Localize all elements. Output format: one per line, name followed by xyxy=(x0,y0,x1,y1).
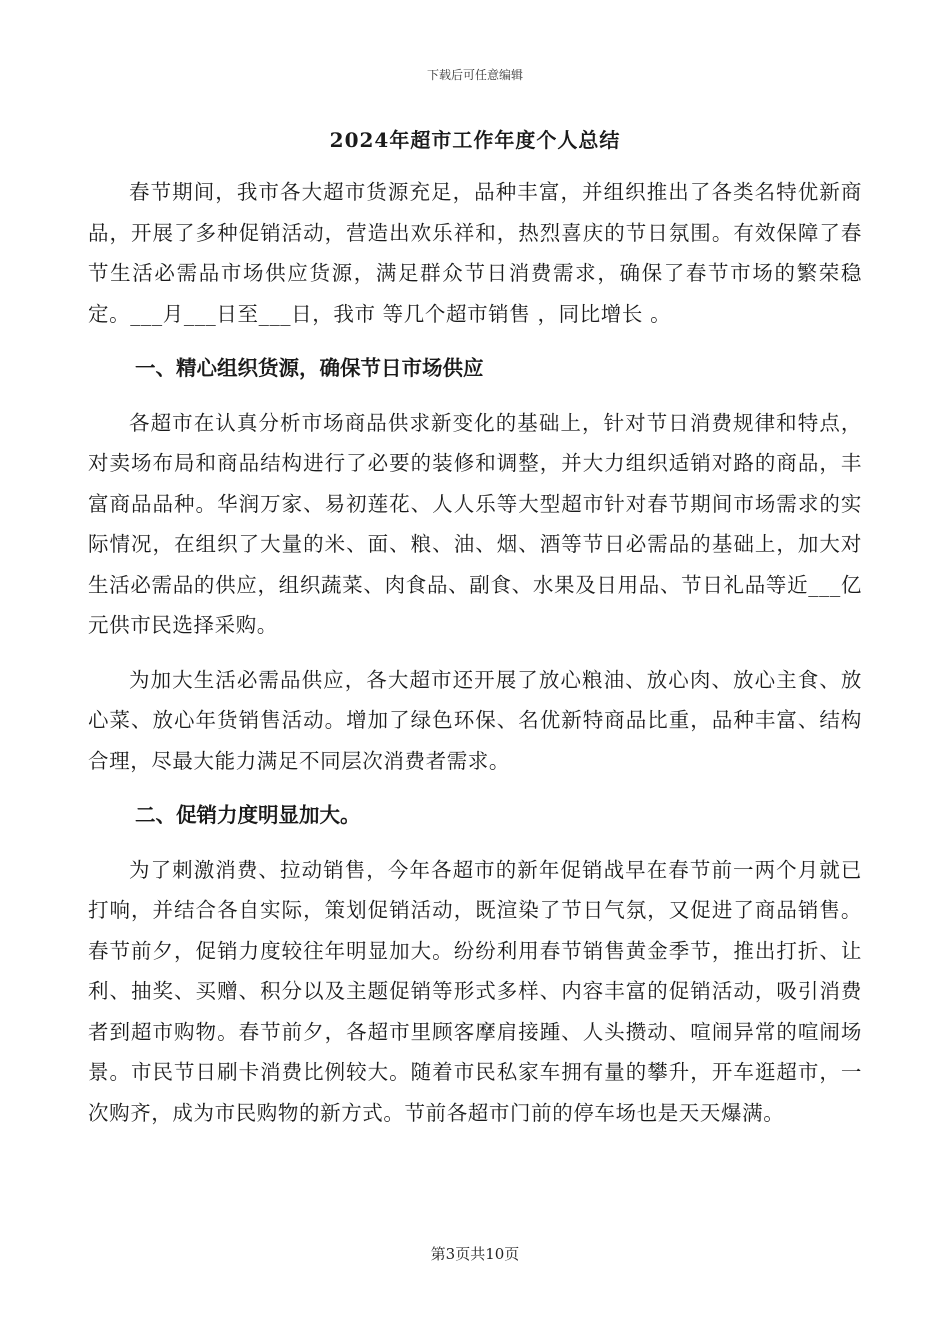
section-2-paragraph-1: 为了刺激消费、拉动销售，今年各超市的新年促销战早在春节前一两个月就已打响，并结合各自实际，策划促销活动，既渲染了节日气氛，又促进了商品销售。春节前夕，促销力度较往年明显加大。纷纷利用春节销售黄金季节，推出打折、让利、抽奖、买赠、积分以及主题促销等形式多样、内容丰富的促销活动，吸引消费者到超市购物。春节前夕，各超市里顾客摩肩接踵、人头攒动、喧闹异常的喧闹场景。市民节日刷卡消费比例较大。随着市民私家车拥有量的攀升，开车逛超市，一次购齐，成为市民购物的新方式。节前各超市门前的停车场也是天天爆满。 xyxy=(88,857,862,1125)
section-heading-2: 二、促销力度明显加大。 xyxy=(135,803,361,827)
page-footer: 第3页共10页 xyxy=(430,1245,520,1263)
section-1-paragraph-1: 各超市在认真分析市场商品供求新变化的基础上，针对节日消费规律和特点，对卖场布局和商品结构进行了必要的装修和调整，并大力组织适销对路的商品，丰富商品品种。华润万家、易初莲花、人人乐等大型超市针对春节期间市场需求的实际情况，在组织了大量的米、面、粮、油、烟、酒等节日必需品的基础上，加大对生活必需品的供应，组织蔬菜、肉食品、副食、水果及日用品、节日礼品等近___亿元供市民选择采购。 xyxy=(88,410,862,637)
header-note: 下载后可任意编辑 xyxy=(426,68,523,82)
section-1-paragraph-2: 为加大生活必需品供应，各大超市还开展了放心粮油、放心肉、放心主食、放心菜、放心年货销售活动。增加了绿色环保、名优新特商品比重，品种丰富、结构合理，尽最大能力满足不同层次消费者需求。 xyxy=(88,667,862,773)
document-title: 2024年超市工作年度个人总结 xyxy=(329,128,621,152)
section-heading-1: 一、精心组织货源，确保节日市场供应 xyxy=(135,356,484,380)
document-body xyxy=(88,172,862,1133)
intro-paragraph: 春节期间，我市各大超市货源充足，品种丰富，并组织推出了各类名特优新商品，开展了多种促销活动，营造出欢乐祥和，热烈喜庆的节日氛围。有效保障了春节生活必需品市场供应货源，满足群众节日消费需求，确保了春节市场的繁荣稳定。___月___日至___日，我市 等几个超市销售 ，同比增长 。 xyxy=(88,180,862,326)
